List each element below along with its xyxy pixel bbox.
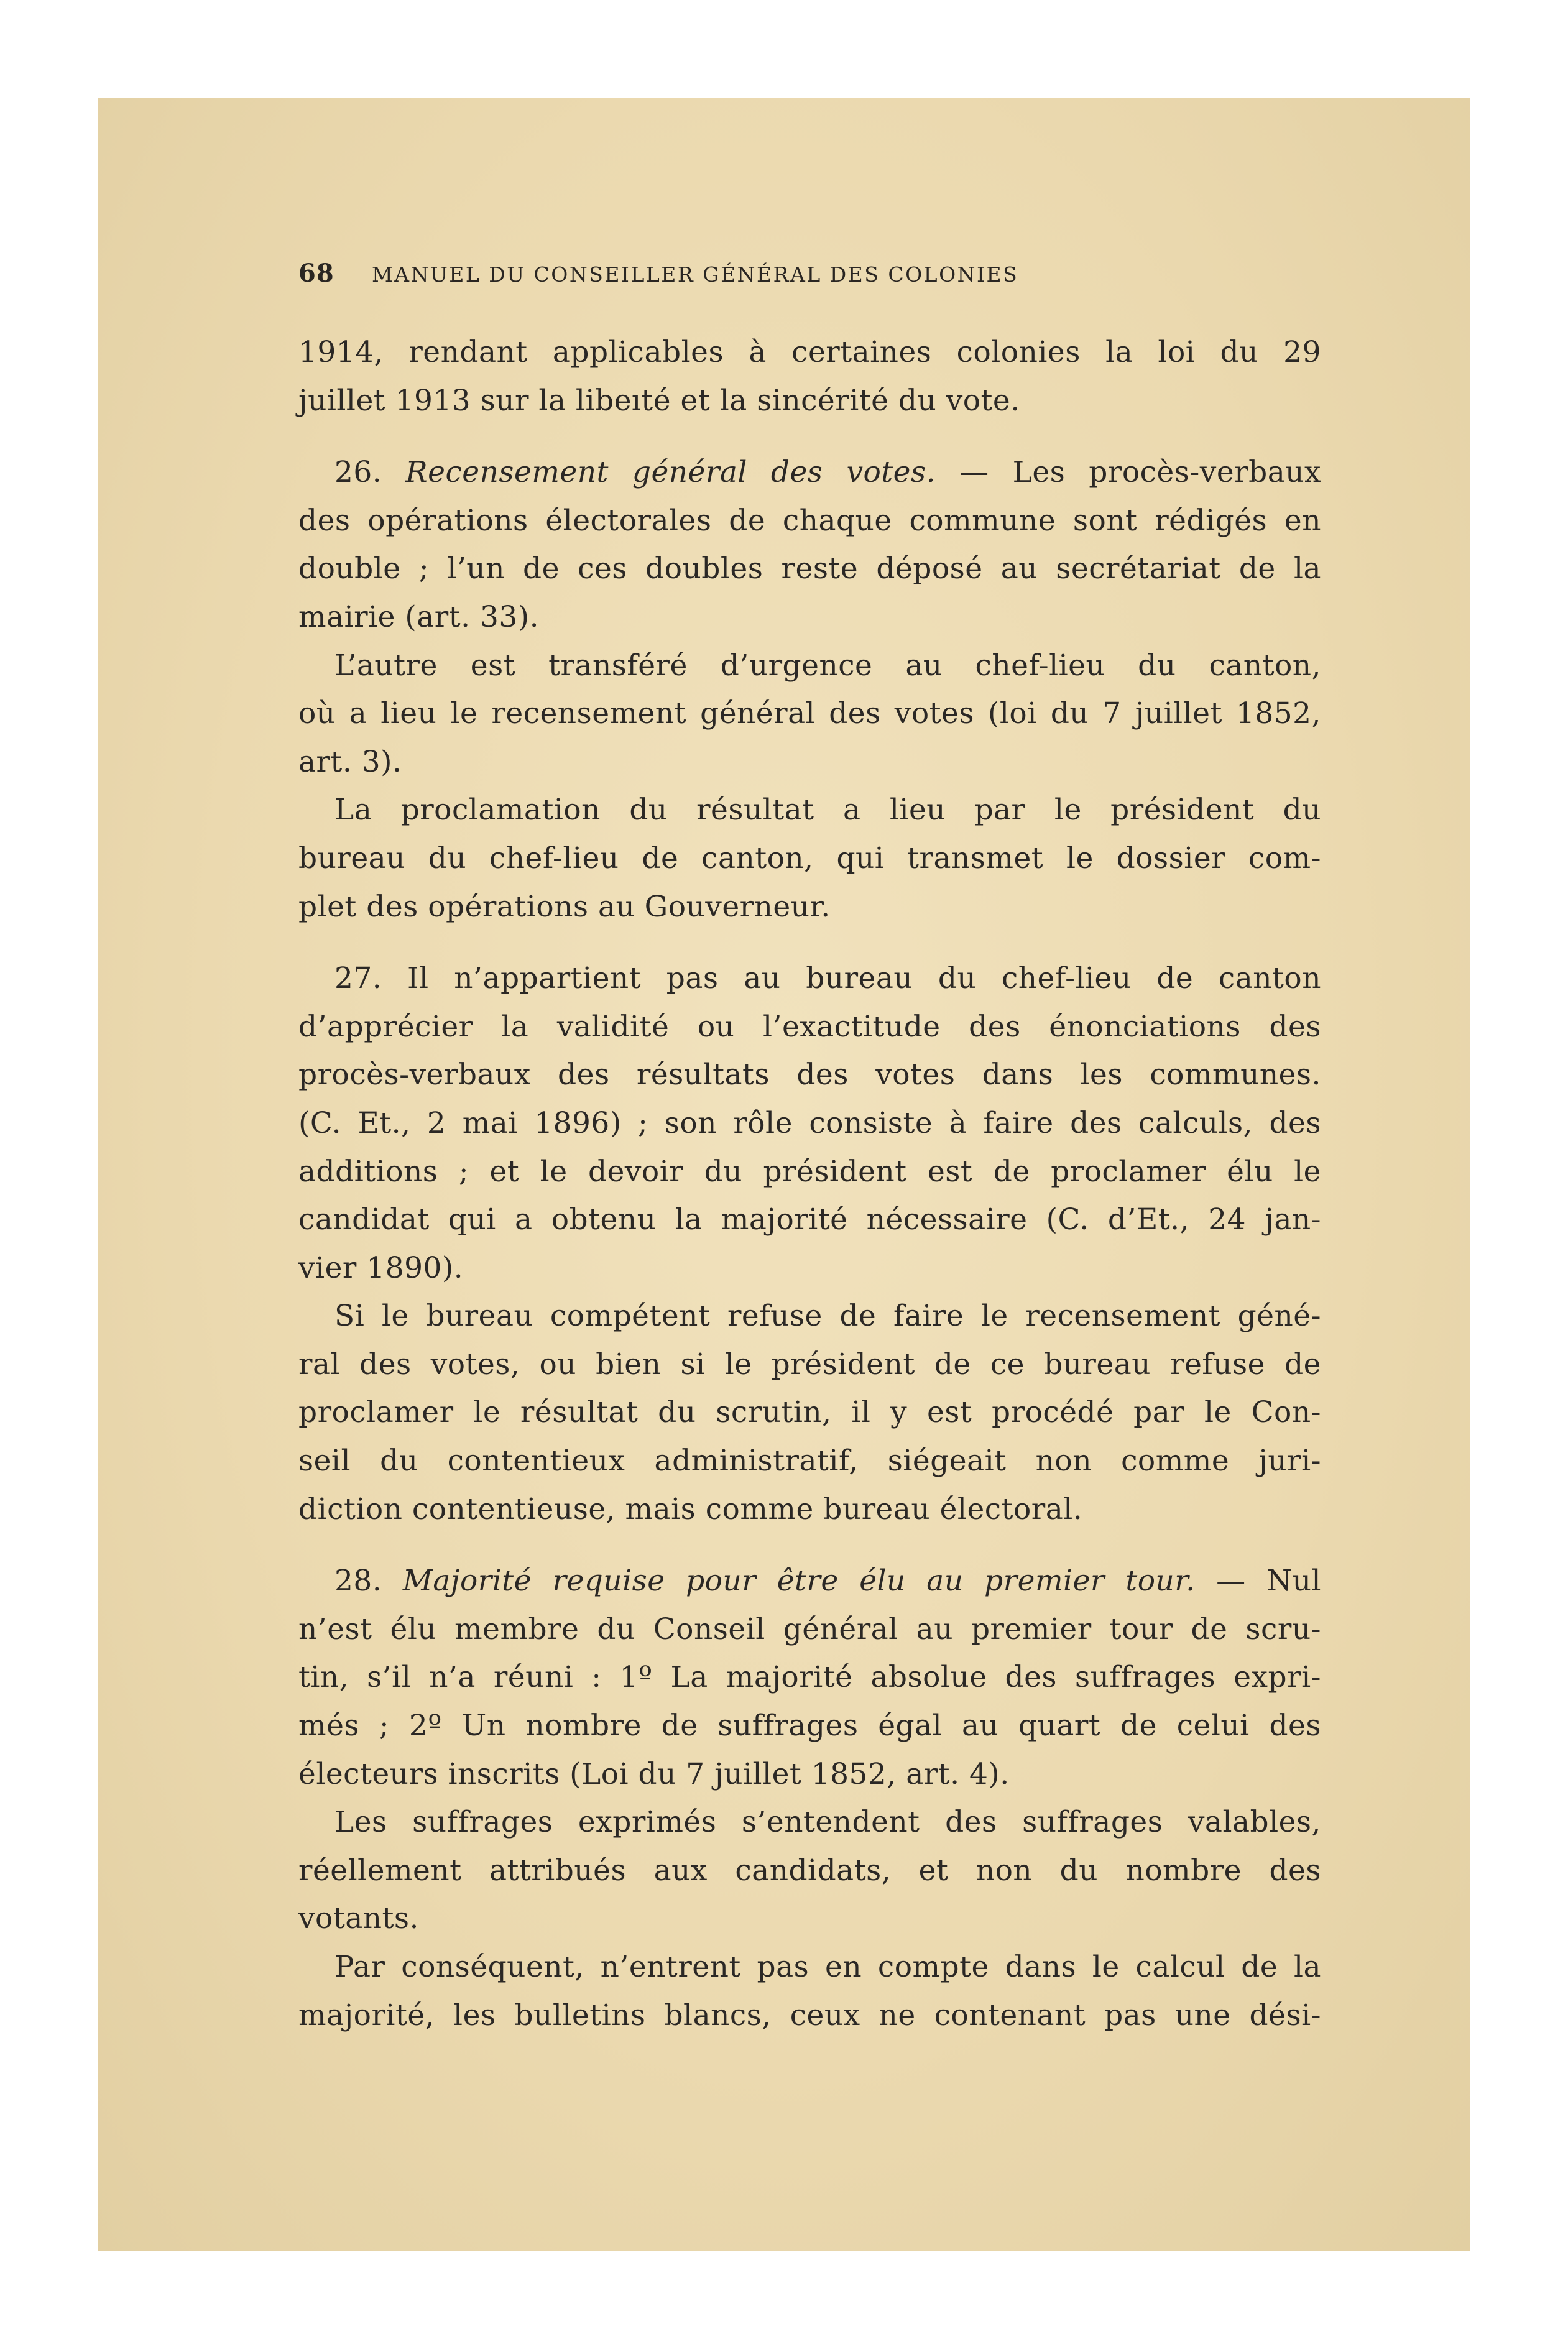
- text-line: bureau du chef-lieu de canton, qui transmet le dossier com-: [298, 841, 1321, 875]
- text-line: où a lieu le recensement général des votes (loi du 7 juillet 1852,: [298, 696, 1321, 731]
- text-line: procès-verbaux des résultats des votes dans les communes.: [298, 1058, 1321, 1092]
- running-title: MANUEL DU CONSEILLER GÉNÉRAL DES COLONIES: [372, 262, 1019, 287]
- paragraph-gap: [298, 1533, 1321, 1557]
- text-line: proclamer le résultat du scrutin, il y est procédé par le Con-: [298, 1395, 1321, 1430]
- text-line: diction contentieuse, mais comme bureau électoral.: [298, 1492, 1083, 1526]
- text-line: L’autre est transféré d’urgence au chef-lieu du canton,: [334, 648, 1321, 683]
- section-heading-line-28: [298, 1557, 1321, 1605]
- text-line: mairie (art. 33).: [298, 599, 540, 634]
- text-line: La proclamation du résultat a lieu par le président du: [334, 793, 1321, 828]
- section-number: 26.: [334, 455, 382, 490]
- text-line: n’est élu membre du Conseil général au premier tour de scru-: [298, 1612, 1321, 1646]
- text-line: votants.: [298, 1901, 419, 1936]
- text-line: art. 3).: [298, 744, 402, 779]
- paragraph-gap: [298, 425, 1321, 448]
- text-line: juillet 1913 sur la libeıté et la sincérité du vote.: [298, 383, 1020, 418]
- text-line: additions ; et le devoir du président est de proclamer élu le: [298, 1154, 1321, 1189]
- text-line: seil du contentieux administratif, siégeait non comme juri-: [298, 1444, 1321, 1479]
- section-lead: — Nul: [1216, 1564, 1322, 1599]
- page-body: [298, 328, 1321, 2039]
- section-title: Majorité requise pour être élu au premier tour.: [402, 1564, 1196, 1599]
- text-line: ral des votes, ou bien si le président de ce bureau refuse de: [298, 1347, 1321, 1382]
- text-line: plet des opérations au Gouverneur.: [298, 889, 831, 924]
- section-number: 28.: [334, 1564, 382, 1599]
- text-line: d’apprécier la validité ou l’exactitude des énonciations des: [298, 1009, 1321, 1044]
- text-line: double ; l’un de ces doubles reste déposé au secrétariat de la: [298, 551, 1321, 586]
- text-line: des opérations électorales de chaque commune sont rédigés en: [298, 503, 1321, 538]
- text-line: més ; 2º Un nombre de suffrages égal au quart de celui des: [298, 1709, 1321, 1743]
- page-number: 68: [298, 259, 334, 288]
- text-line: candidat qui a obtenu la majorité nécessaire (C. d’Et., 24 jan-: [298, 1202, 1321, 1237]
- text-line: tin, s’il n’a réuni : 1º La majorité absolue des suffrages expri-: [298, 1660, 1321, 1695]
- text-line: réellement attribués aux candidats, et non du nombre des: [298, 1853, 1321, 1888]
- text-line: majorité, les bulletins blancs, ceux ne contenant pas une dési-: [298, 1998, 1321, 2033]
- text-line: électeurs inscrits (Loi du 7 juillet 1852, art. 4).: [298, 1756, 1010, 1791]
- text-line: (C. Et., 2 mai 1896) ; son rôle consiste à faire des calculs, des: [298, 1105, 1321, 1140]
- book-page: [98, 98, 1470, 2251]
- text-line: Par conséquent, n’entrent pas en compte dans le calcul de la: [334, 1950, 1321, 1984]
- text-line: Si le bureau compétent refuse de faire le recensement géné-: [334, 1299, 1321, 1334]
- text-line: 27. Il n’appartient pas au bureau du chef-lieu de canton: [334, 961, 1321, 996]
- page-header: [298, 259, 1268, 308]
- text-line: Les suffrages exprimés s’entendent des suffrages valables,: [334, 1805, 1321, 1840]
- section-title: Recensement général des votes.: [405, 455, 936, 490]
- section-heading-line-26: [298, 448, 1321, 497]
- paragraph-gap: [298, 931, 1321, 954]
- text-line: 1914, rendant applicables à certaines colonies la loi du 29: [298, 335, 1321, 369]
- text-line: vier 1890).: [298, 1250, 464, 1285]
- section-lead: — Les procès-verbaux: [959, 455, 1321, 490]
